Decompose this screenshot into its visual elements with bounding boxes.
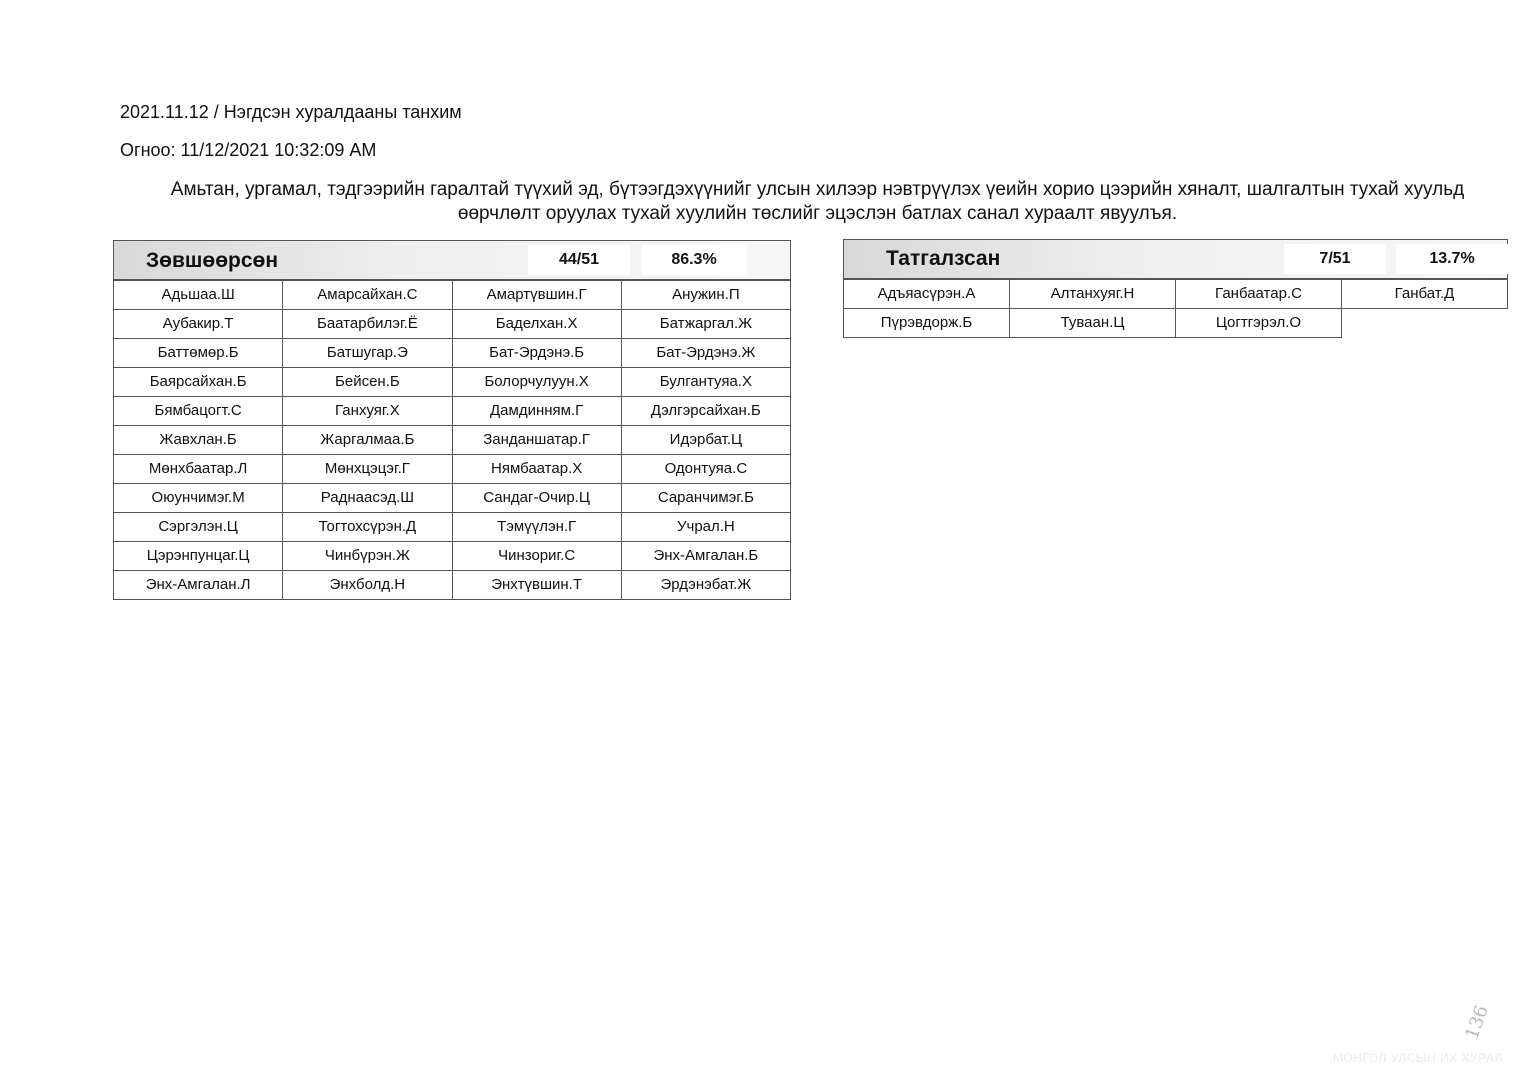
approve-percent: 86.3% xyxy=(641,245,747,275)
table-row xyxy=(114,426,791,455)
member-name: Чинзориг.С xyxy=(452,542,621,571)
member-name: Бейсен.Б xyxy=(283,368,452,397)
member-name: Пүрэвдорж.Б xyxy=(844,309,1010,338)
member-name: Одонтуяа.С xyxy=(621,455,790,484)
member-name: Булгантуяа.Х xyxy=(621,368,790,397)
table-row xyxy=(844,309,1508,338)
table-row xyxy=(114,571,791,600)
approve-header xyxy=(113,240,791,280)
member-name xyxy=(1342,309,1508,338)
reject-member-table xyxy=(843,279,1508,338)
member-name: Батшугар.Э xyxy=(283,339,452,368)
member-name: Саранчимэг.Б xyxy=(621,484,790,513)
table-row xyxy=(114,455,791,484)
member-name: Амартүвшин.Г xyxy=(452,281,621,310)
session-date-line: 2021.11.12 / Нэгдсэн хуралдааны танхим xyxy=(120,102,462,122)
table-row xyxy=(114,542,791,571)
member-name: Адьшаа.Ш xyxy=(114,281,283,310)
table-row xyxy=(114,397,791,426)
member-name: Ганбат.Д xyxy=(1342,280,1508,309)
member-name: Идэрбат.Ц xyxy=(621,426,790,455)
member-name: Энхтүвшин.Т xyxy=(452,571,621,600)
reject-count: 7/51 xyxy=(1284,244,1386,274)
member-name: Цэрэнпунцаг.Ц xyxy=(114,542,283,571)
member-name: Бат-Эрдэнэ.Ж xyxy=(621,339,790,368)
member-name: Цогтгэрэл.О xyxy=(1176,309,1342,338)
member-name: Баярсайхан.Б xyxy=(114,368,283,397)
member-name: Ганбаатар.С xyxy=(1176,280,1342,309)
member-name: Аубакир.Т xyxy=(114,310,283,339)
member-name: Жавхлан.Б xyxy=(114,426,283,455)
table-row xyxy=(844,280,1508,309)
member-name: Бямбацогт.С xyxy=(114,397,283,426)
member-name: Бат-Эрдэнэ.Б xyxy=(452,339,621,368)
reject-percent: 13.7% xyxy=(1396,244,1508,274)
member-name: Дэлгэрсайхан.Б xyxy=(621,397,790,426)
member-name: Чинбүрэн.Ж xyxy=(283,542,452,571)
member-name: Баатарбилэг.Ё xyxy=(283,310,452,339)
member-name: Мөнхбаатар.Л xyxy=(114,455,283,484)
approve-section xyxy=(113,240,791,600)
table-row xyxy=(114,339,791,368)
member-name: Нямбаатар.Х xyxy=(452,455,621,484)
member-name: Адъяасүрэн.А xyxy=(844,280,1010,309)
member-name: Болорчулуун.Х xyxy=(452,368,621,397)
table-row xyxy=(114,513,791,542)
member-name: Амарсайхан.С xyxy=(283,281,452,310)
member-name: Тэмүүлэн.Г xyxy=(452,513,621,542)
approve-member-table xyxy=(113,280,791,600)
approve-title: Зөвшөөрсөн xyxy=(146,249,279,272)
member-name: Алтанхуяг.Н xyxy=(1010,280,1176,309)
member-name: Ганхуяг.Х xyxy=(283,397,452,426)
member-name: Жаргалмаа.Б xyxy=(283,426,452,455)
table-row xyxy=(114,368,791,397)
page-number-mark: 136 xyxy=(1461,1002,1493,1043)
reject-header xyxy=(843,239,1508,279)
member-name: Эрдэнэбат.Ж xyxy=(621,571,790,600)
table-row xyxy=(114,281,791,310)
reject-section xyxy=(843,239,1508,338)
member-name: Учрал.Н xyxy=(621,513,790,542)
member-name: Оюунчимэг.М xyxy=(114,484,283,513)
vote-timestamp: Огноо: 11/12/2021 10:32:09 AM xyxy=(120,140,377,160)
member-name: Сэргэлэн.Ц xyxy=(114,513,283,542)
member-name: Мөнхцэцэг.Г xyxy=(283,455,452,484)
member-name: Анужин.П xyxy=(621,281,790,310)
member-name: Дамдинням.Г xyxy=(452,397,621,426)
member-name: Туваан.Ц xyxy=(1010,309,1176,338)
member-name: Энх-Амгалан.Б xyxy=(621,542,790,571)
motion-text: Амьтан, ургамал, тэдгээрийн гаралтай түүхий эд, бүтээгдэхүүнийг улсын хилээр нэвтрүүлэх үеийн хорио цээрийн хяналт, шалгалтын тухай хуульд өөрчлөлт оруулах тухай хуулийн төслийг эцэслэн батлах санал хураалт явуулъя. xyxy=(170,179,1465,224)
member-name: Энхболд.Н xyxy=(283,571,452,600)
member-name: Сандаг-Очир.Ц xyxy=(452,484,621,513)
table-row xyxy=(114,484,791,513)
reject-title: Татгалзсан xyxy=(886,247,1001,270)
table-row xyxy=(114,310,791,339)
watermark: МОНГОЛ УЛСЫН ИХ ХУРАЛ xyxy=(1332,1051,1503,1065)
member-name: Баттөмөр.Б xyxy=(114,339,283,368)
member-name: Раднаасэд.Ш xyxy=(283,484,452,513)
member-name: Энх-Амгалан.Л xyxy=(114,571,283,600)
approve-count: 44/51 xyxy=(528,245,630,275)
member-name: Батжаргал.Ж xyxy=(621,310,790,339)
member-name: Тогтохсүрэн.Д xyxy=(283,513,452,542)
member-name: Баделхан.Х xyxy=(452,310,621,339)
member-name: Занданшатар.Г xyxy=(452,426,621,455)
